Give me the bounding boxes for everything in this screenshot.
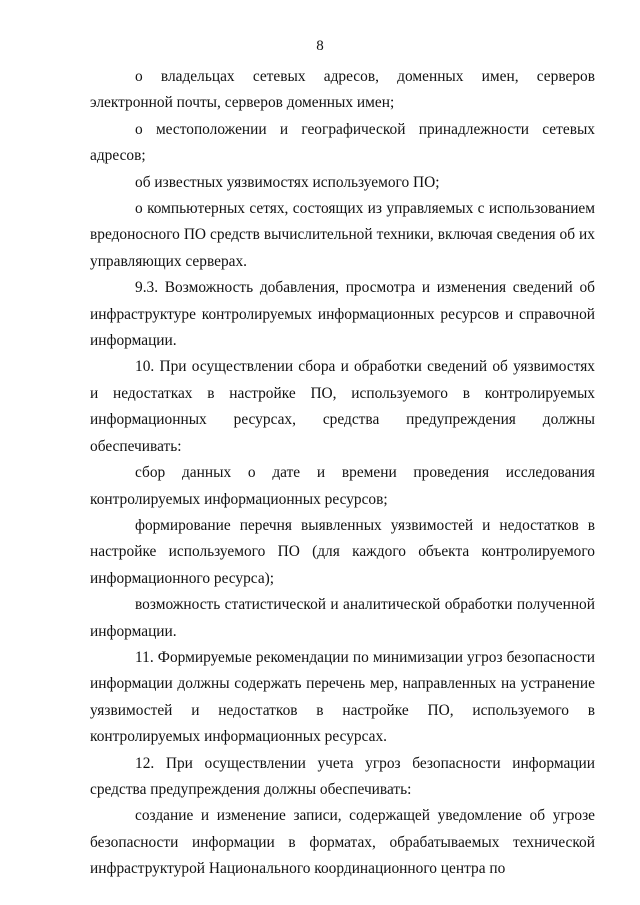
page-number: 8 [316, 38, 324, 54]
document-body [90, 64, 595, 883]
paragraph-botnets: о компьютерных сетях, состоящих из управляемых с использованием вредоносного ПО средств вычислительной техники, включая сведения об их управляющих серверах. [90, 200, 595, 270]
paragraph-section-11: 11. Формируемые рекомендации по минимизации угроз безопасности информации должны содержать перечень мер, направленных на устранение уязвимостей и недостатков в настройке ПО, используемого в контролируемых информационных ресурсах. [90, 648, 595, 746]
paragraph-domain-owners: о владельцах сетевых адресов, доменных имен, серверов электронной почты, серверов доменных имен; [90, 68, 595, 112]
paragraph-record-creation: создание и изменение записи, содержащей уведомление об угрозе безопасности информации в форматах, обрабатываемых технической инфраструктурой Национального координационного центра по [90, 807, 595, 878]
paragraph-statistics: возможность статистической и аналитической обработки полученной информации. [90, 596, 595, 640]
paragraph-section-12: 12. При осуществлении учета угроз безопасности информации средства предупреждения должны обеспечивать: [90, 754, 595, 798]
paragraph-known-vulnerabilities: об известных уязвимостях используемого ПО; [135, 173, 440, 191]
paragraph-section-9-3: 9.3. Возможность добавления, просмотра и изменения сведений об инфраструктуре контролируемых информационных ресурсов и справочной информации. [90, 279, 595, 350]
paragraph-section-10: 10. При осуществлении сбора и обработки сведений об уязвимостях и недостатках в настройке ПО, используемого в контролируемых информационных ресурсах, средства предупреждения должны обеспечивать: [90, 358, 595, 455]
paragraph-data-collection: сбор данных о дате и времени проведения исследования контролируемых информационных ресурсов; [90, 464, 595, 508]
paragraph-vulnerability-list: формирование перечня выявленных уязвимостей и недостатков в настройке используемого ПО (для каждого объекта контролируемого информационного ресурса); [90, 516, 595, 587]
paragraph-address-location: о местоположении и географической принадлежности сетевых адресов; [90, 120, 595, 165]
